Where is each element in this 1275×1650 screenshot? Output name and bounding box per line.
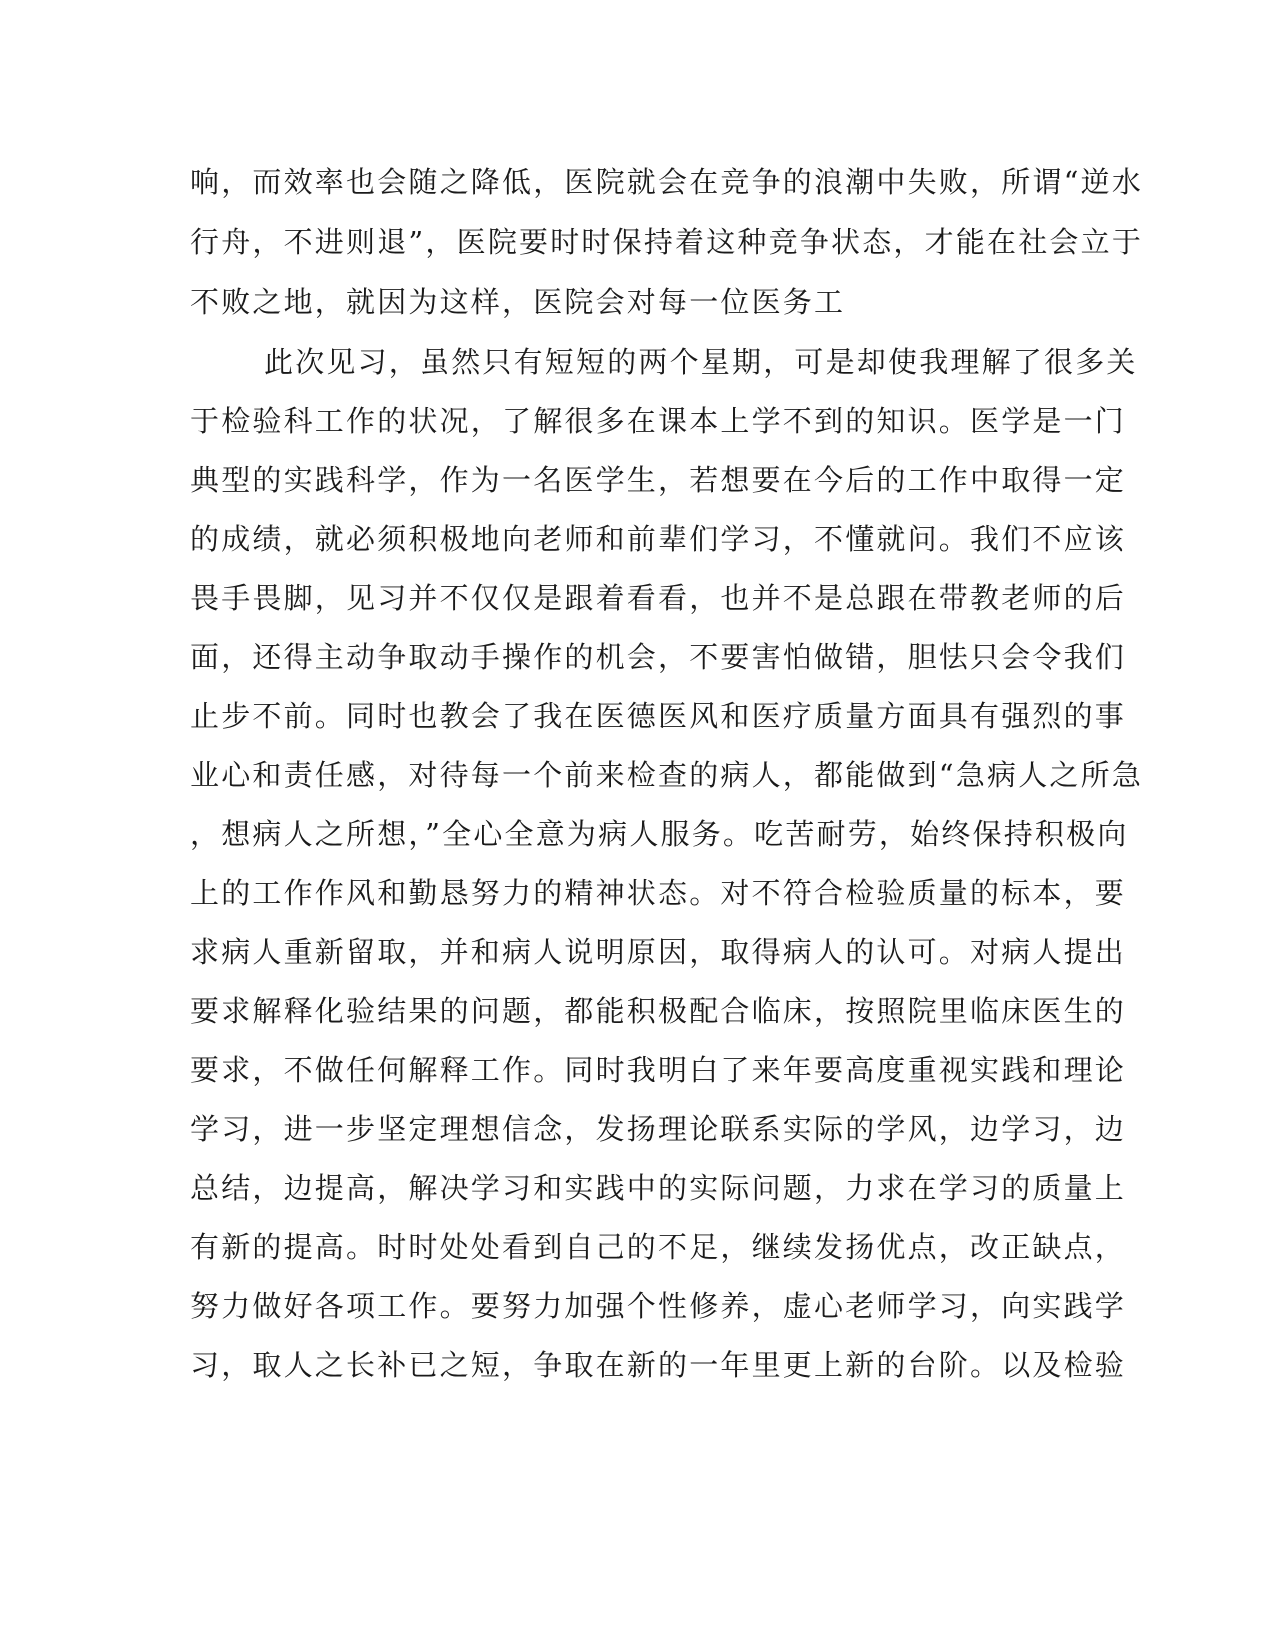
text-line: 要求，不做任何解释工作。同时我明白了来年要高度重视实践和理论 [190,1053,1127,1087]
text-line: 的成绩，就必须积极地向老师和前辈们学习，不懂就问。我们不应该 [190,522,1127,556]
text-line: 业心和责任感，对待每一个前来检查的病人，都能做到“急病人之所急 [190,758,1144,792]
text-line: 于检验科工作的状况，了解很多在课本上学不到的知识。医学是一门 [190,404,1127,438]
text-line: 响，而效率也会随之降低，医院就会在竞争的浪潮中失败，所谓“逆水 [190,165,1144,199]
text-line: 典型的实践科学，作为一名医学生，若想要在今后的工作中取得一定 [190,463,1127,497]
text-line: 有新的提高。时时处处看到自己的不足，继续发扬优点，改正缺点， [190,1230,1127,1264]
text-line: 要求解释化验结果的问题，都能积极配合临床，按照院里临床医生的 [190,994,1127,1028]
text-line: 总结，边提高，解决学习和实践中的实际问题，力求在学习的质量上 [190,1171,1127,1205]
text-line: 面，还得主动争取动手操作的机会，不要害怕做错，胆怯只会令我们 [190,640,1127,674]
text-line: 畏手畏脚，见习并不仅仅是跟着看看，也并不是总跟在带教老师的后 [190,581,1127,615]
text-line: 努力做好各项工作。要努力加强个性修养，虚心老师学习，向实践学 [190,1289,1127,1323]
text-line: 上的工作作风和勤恳努力的精神状态。对不符合检验质量的标本，要 [190,876,1127,910]
text-line: 此次见习，虽然只有短短的两个星期，可是却使我理解了很多关 [264,345,1138,379]
text-line: 习，取人之长补已之短，争取在新的一年里更上新的台阶。以及检验 [190,1348,1127,1382]
text-line: 求病人重新留取，并和病人说明原因，取得病人的认可。对病人提出 [190,935,1127,969]
text-line: 不败之地，就因为这样，医院会对每一位医务工 [190,285,846,319]
text-line: 学习，进一步坚定理想信念，发扬理论联系实际的学风，边学习，边 [190,1112,1127,1146]
text-line: ，想病人之所想，”全心全意为病人服务。吃苦耐劳，始终保持积极向 [190,817,1129,851]
text-line: 止步不前。同时也教会了我在医德医风和医疗质量方面具有强烈的事 [190,699,1127,733]
text-line: 行舟，不进则退”，医院要时时保持着这种竞争状态，才能在社会立于 [190,225,1144,259]
